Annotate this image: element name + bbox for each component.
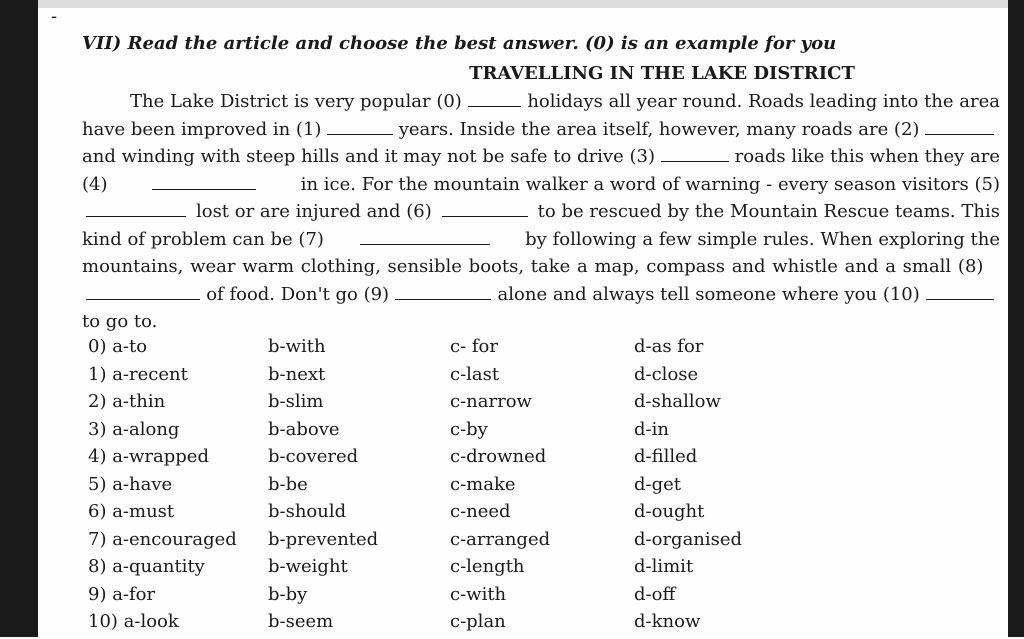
option-b[interactable]: b-seem	[268, 611, 334, 632]
answer-blank-2[interactable]	[925, 133, 994, 135]
article-line	[82, 253, 1000, 281]
option-d[interactable]: d-shallow	[634, 391, 721, 412]
option-a[interactable]: 10) a-look	[88, 611, 179, 632]
stray-mark: -	[51, 6, 58, 27]
option-c[interactable]: c-length	[450, 556, 525, 577]
text-segment: to be rescued by the Mountain Rescue teams. This	[537, 201, 1000, 222]
answer-blank-7[interactable]	[360, 243, 490, 245]
option-b[interactable]: b-weight	[268, 556, 348, 577]
option-d[interactable]: d-ought	[634, 501, 705, 522]
text-segment: roads like this when they are	[734, 146, 1000, 167]
option-b[interactable]: b-covered	[268, 446, 359, 467]
option-c[interactable]: c-with	[450, 583, 507, 605]
option-b[interactable]: b-should	[268, 501, 347, 522]
option-c[interactable]: c-narrow	[450, 391, 532, 412]
option-a[interactable]: 0) a-to	[88, 336, 148, 357]
option-d[interactable]: d-in	[634, 418, 669, 440]
option-d[interactable]: d-off	[634, 583, 676, 605]
option-b[interactable]: b-with	[268, 336, 326, 357]
option-d[interactable]: d-as for	[634, 336, 704, 357]
answer-blank-5[interactable]	[86, 215, 186, 217]
option-d[interactable]: d-get	[634, 473, 682, 495]
answer-blank-3[interactable]	[661, 160, 729, 162]
option-a[interactable]: 4) a-wrapped	[88, 446, 209, 467]
answer-blank-4[interactable]	[152, 188, 256, 190]
option-c[interactable]: c-arranged	[450, 528, 551, 550]
answer-blank-9[interactable]	[395, 298, 491, 300]
text-segment: in ice. For the mountain walker a word of warning - every season visitors (5)	[300, 173, 1000, 195]
right-border	[1008, 0, 1024, 637]
article-line	[82, 281, 1000, 309]
option-a[interactable]: 1) a-recent	[88, 363, 188, 385]
option-b[interactable]: b-next	[268, 363, 326, 385]
text-segment: kind of problem can be (7)	[82, 228, 324, 250]
exercise-instruction: VII) Read the article and choose the best answer. (0) is an example for you	[82, 33, 837, 54]
option-c[interactable]: c-plan	[450, 611, 506, 632]
text-segment: The Lake District is very popular (0)	[130, 91, 462, 112]
article-line	[82, 116, 1000, 144]
answer-blank-0[interactable]	[468, 105, 521, 107]
article-line	[82, 143, 1000, 171]
answer-blank-6[interactable]	[442, 215, 528, 217]
text-segment: lost or are injured and (6)	[195, 201, 432, 222]
option-a[interactable]: 6) a-must	[88, 501, 175, 522]
option-a[interactable]: 2) a-thin	[88, 391, 166, 412]
article-line	[82, 308, 1000, 336]
text-segment: mountains, wear warm clothing, sensible boots, take a map, compass and whistle and a small (8)	[82, 256, 984, 277]
text-segment: by following a few simple rules. When exploring the	[525, 228, 1000, 250]
text-segment: years. Inside the area itself, however, many roads are (2)	[398, 118, 920, 140]
option-d[interactable]: d-filled	[634, 446, 698, 467]
article-line	[82, 88, 1000, 116]
option-c[interactable]: c-need	[450, 501, 511, 522]
answer-blank-1[interactable]	[327, 133, 392, 135]
option-a[interactable]: 8) a-quantity	[88, 556, 205, 577]
top-edge	[38, 0, 1008, 8]
article-line	[82, 198, 1000, 226]
option-c[interactable]: c-drowned	[450, 446, 547, 467]
text-segment: (4)	[82, 173, 108, 195]
article-text	[82, 88, 1000, 336]
text-segment: and winding with steep hills and it may not be safe to drive (3)	[82, 146, 655, 167]
option-c[interactable]: c-last	[450, 363, 500, 385]
option-b[interactable]: b-slim	[268, 391, 324, 412]
text-segment: holidays all year round. Roads leading into the area	[527, 91, 1000, 112]
article-line	[82, 226, 1000, 254]
option-b[interactable]: b-by	[268, 583, 308, 605]
option-d[interactable]: d-organised	[634, 528, 743, 550]
text-segment: to go to.	[82, 311, 158, 332]
text-segment: have been improved in (1)	[82, 118, 322, 140]
option-d[interactable]: d-close	[634, 363, 699, 385]
article-title-text: TRAVELLING IN THE LAKE DISTRICT	[469, 63, 855, 84]
article-line	[82, 171, 1000, 199]
option-d[interactable]: d-limit	[634, 556, 694, 577]
answer-blank-8[interactable]	[86, 298, 200, 300]
article-title	[0, 63, 1024, 84]
left-border	[0, 0, 38, 637]
answer-blank-10[interactable]	[926, 298, 994, 300]
option-a[interactable]: 3) a-along	[88, 418, 180, 440]
option-c[interactable]: c- for	[450, 336, 498, 357]
option-a[interactable]: 9) a-for	[88, 583, 156, 605]
option-c[interactable]: c-by	[450, 418, 488, 440]
option-b[interactable]: b-prevented	[268, 528, 379, 550]
option-b[interactable]: b-above	[268, 418, 340, 440]
option-c[interactable]: c-make	[450, 473, 516, 495]
option-a[interactable]: 7) a-encouraged	[88, 528, 237, 550]
option-d[interactable]: d-know	[634, 611, 701, 632]
text-segment: alone and always tell someone where you (10)	[497, 283, 920, 305]
text-segment: of food. Don't go (9)	[206, 283, 390, 305]
option-b[interactable]: b-be	[268, 473, 308, 495]
option-a[interactable]: 5) a-have	[88, 473, 173, 495]
